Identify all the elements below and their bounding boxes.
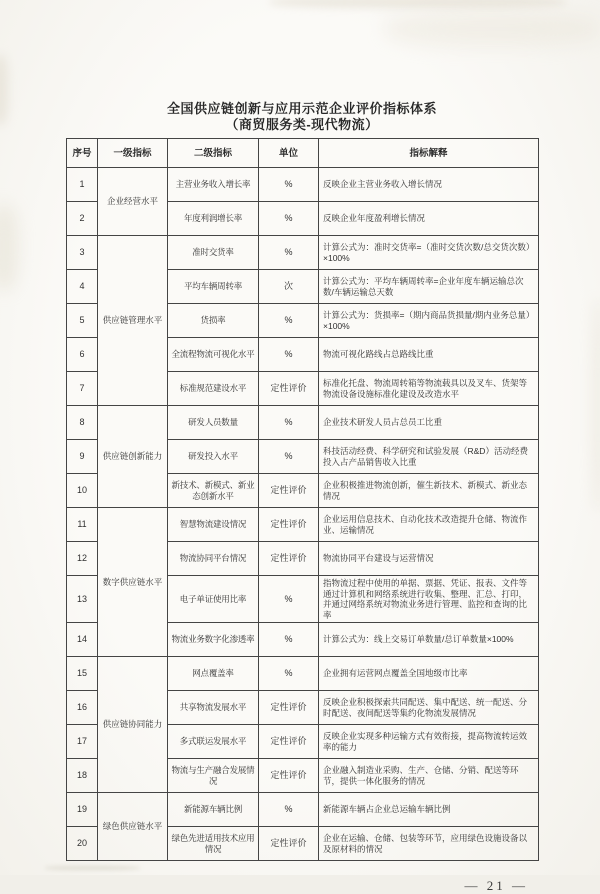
row-number-cell: 5	[67, 304, 98, 338]
unit-cell: 定性评价	[259, 372, 319, 406]
explanation-cell: 新能源车辆占企业总运输车辆比例	[319, 793, 539, 827]
row-number-cell: 1	[67, 168, 98, 202]
scan-artifact	[592, 300, 600, 510]
unit-cell: %	[259, 793, 319, 827]
unit-cell: 定性评价	[259, 691, 319, 725]
explanation-cell: 反映企业实现多种运输方式有效衔接，提高物流转运效率的能力	[319, 725, 539, 759]
unit-cell: %	[259, 657, 319, 691]
level2-indicator-cell: 绿色先进适用技术应用情况	[168, 827, 259, 861]
level1-indicator-cell: 供应链创新能力	[98, 406, 168, 508]
explanation-cell: 企业技术研发人员占总员工比重	[319, 406, 539, 440]
level2-indicator-cell: 物流协同平台情况	[168, 542, 259, 576]
unit-cell: 定性评价	[259, 759, 319, 793]
level2-indicator-cell: 平均车辆周转率	[168, 270, 259, 304]
row-number-cell: 16	[67, 691, 98, 725]
unit-cell: %	[259, 338, 319, 372]
unit-cell: 定性评价	[259, 827, 319, 861]
level1-indicator-cell: 供应链管理水平	[98, 236, 168, 406]
level2-indicator-cell: 全流程物流可视化水平	[168, 338, 259, 372]
table-header-row	[67, 139, 539, 168]
level1-indicator-cell: 数字供应链水平	[98, 508, 168, 657]
explanation-cell: 计算公式为：平均车辆周转率=企业年度车辆运输总次数/车辆运输总天数	[319, 270, 539, 304]
page-number: — 21 —	[464, 878, 528, 893]
unit-cell: 定性评价	[259, 474, 319, 508]
column-header-level2: 二级指标	[168, 139, 259, 168]
row-number-cell: 11	[67, 508, 98, 542]
row-number-cell: 3	[67, 236, 98, 270]
level2-indicator-cell: 标准规范建设水平	[168, 372, 259, 406]
level1-indicator-cell: 企业经营水平	[98, 168, 168, 236]
level2-indicator-cell: 智慧物流建设情况	[168, 508, 259, 542]
level2-indicator-cell: 年度利润增长率	[168, 202, 259, 236]
level2-indicator-cell: 研发人员数量	[168, 406, 259, 440]
explanation-cell: 物流协同平台建设与运营情况	[319, 542, 539, 576]
row-number-cell: 4	[67, 270, 98, 304]
unit-cell: 定性评价	[259, 725, 319, 759]
unit-cell: %	[259, 406, 319, 440]
explanation-cell: 科技活动经费、科学研究和试验发展（R&D）活动经费投入占产品销售收入比重	[319, 440, 539, 474]
level2-indicator-cell: 新技术、新模式、新业态创新水平	[168, 474, 259, 508]
unit-cell: 定性评价	[259, 542, 319, 576]
level2-indicator-cell: 主营业务收入增长率	[168, 168, 259, 202]
table-body	[67, 168, 539, 861]
column-header-explanation: 指标解释	[319, 139, 539, 168]
unit-cell: %	[259, 236, 319, 270]
row-number-cell: 14	[67, 623, 98, 657]
column-header-unit: 单位	[259, 139, 319, 168]
level1-indicator-cell: 供应链协同能力	[98, 657, 168, 793]
column-header-seq: 序号	[67, 139, 98, 168]
level2-indicator-cell: 多式联运发展水平	[168, 725, 259, 759]
row-number-cell: 18	[67, 759, 98, 793]
level2-indicator-cell: 货损率	[168, 304, 259, 338]
unit-cell: %	[259, 168, 319, 202]
row-number-cell: 13	[67, 576, 98, 623]
indicator-row	[67, 508, 539, 542]
explanation-cell: 标准化托盘、物流周转箱等物流载具以及叉车、货架等物流设备设施标准化建设及改造水平	[319, 372, 539, 406]
explanation-cell: 计算公式为：货损率=（期内商品货损量/期内业务总量）×100%	[319, 304, 539, 338]
level2-indicator-cell: 电子单证使用比率	[168, 576, 259, 623]
explanation-cell: 计算公式为：线上交易订单数量/总订单数量×100%	[319, 623, 539, 657]
document-title-line-1: 全国供应链创新与应用示范企业评价指标体系	[166, 101, 437, 116]
document-title	[66, 0, 538, 132]
unit-cell: %	[259, 440, 319, 474]
row-number-cell: 8	[67, 406, 98, 440]
level2-indicator-cell: 新能源车辆比例	[168, 793, 259, 827]
document-title-line-2: （商贸服务类-现代物流）	[225, 116, 379, 132]
row-number-cell: 12	[67, 542, 98, 576]
row-number-cell: 2	[67, 202, 98, 236]
indicator-row	[67, 406, 539, 440]
indicator-row	[67, 793, 539, 827]
row-number-cell: 20	[67, 827, 98, 861]
level2-indicator-cell: 共享物流发展水平	[168, 691, 259, 725]
column-header-level1: 一级指标	[98, 139, 168, 168]
explanation-cell: 反映企业年度盈利增长情况	[319, 202, 539, 236]
level2-indicator-cell: 研发投入水平	[168, 440, 259, 474]
unit-cell: %	[259, 304, 319, 338]
evaluation-indicator-table	[66, 138, 539, 861]
indicator-row	[67, 168, 539, 202]
level2-indicator-cell: 网点覆盖率	[168, 657, 259, 691]
unit-cell: 定性评价	[259, 508, 319, 542]
explanation-cell: 物流可视化路线占总路线比重	[319, 338, 539, 372]
row-number-cell: 7	[67, 372, 98, 406]
row-number-cell: 9	[67, 440, 98, 474]
explanation-cell: 反映企业主营业务收入增长情况	[319, 168, 539, 202]
unit-cell: %	[259, 202, 319, 236]
row-number-cell: 17	[67, 725, 98, 759]
scan-artifact	[0, 55, 8, 125]
explanation-cell: 反映企业积极探索共同配送、集中配送、统一配送、分时配送、夜间配送等集约化物流发展情况	[319, 691, 539, 725]
explanation-cell: 指物流过程中使用的单据、票据、凭证、报表、文件等通过计算机和网络系统进行收集、整理、汇总、打印，并通过网络系统对物流业务进行管理、监控和查询的比率	[319, 576, 539, 623]
row-number-cell: 15	[67, 657, 98, 691]
explanation-cell: 企业拥有运营网点覆盖全国地级市比率	[319, 657, 539, 691]
row-number-cell: 10	[67, 474, 98, 508]
unit-cell: 次	[259, 270, 319, 304]
unit-cell: %	[259, 576, 319, 623]
explanation-cell: 企业运用信息技术、自动化技术改造提升仓储、物流作业、运输情况	[319, 508, 539, 542]
unit-cell: %	[259, 623, 319, 657]
scan-artifact	[0, 205, 18, 290]
level2-indicator-cell: 物流业务数字化渗透率	[168, 623, 259, 657]
page-content	[66, 0, 538, 894]
explanation-cell: 计算公式为：准时交货率=（准时交货次数/总交货次数）×100%	[319, 236, 539, 270]
level2-indicator-cell: 物流与生产融合发展情况	[168, 759, 259, 793]
level1-indicator-cell: 绿色供应链水平	[98, 793, 168, 861]
row-number-cell: 19	[67, 793, 98, 827]
explanation-cell: 企业积极推进物流创新，催生新技术、新模式、新业态情况	[319, 474, 539, 508]
explanation-cell: 企业在运输、仓储、包装等环节，应用绿色设施设备以及原材料的情况	[319, 827, 539, 861]
explanation-cell: 企业融入制造业采购、生产、仓储、分销、配送等环节，提供一体化服务的情况	[319, 759, 539, 793]
row-number-cell: 6	[67, 338, 98, 372]
indicator-row	[67, 657, 539, 691]
level2-indicator-cell: 准时交货率	[168, 236, 259, 270]
indicator-row	[67, 236, 539, 270]
